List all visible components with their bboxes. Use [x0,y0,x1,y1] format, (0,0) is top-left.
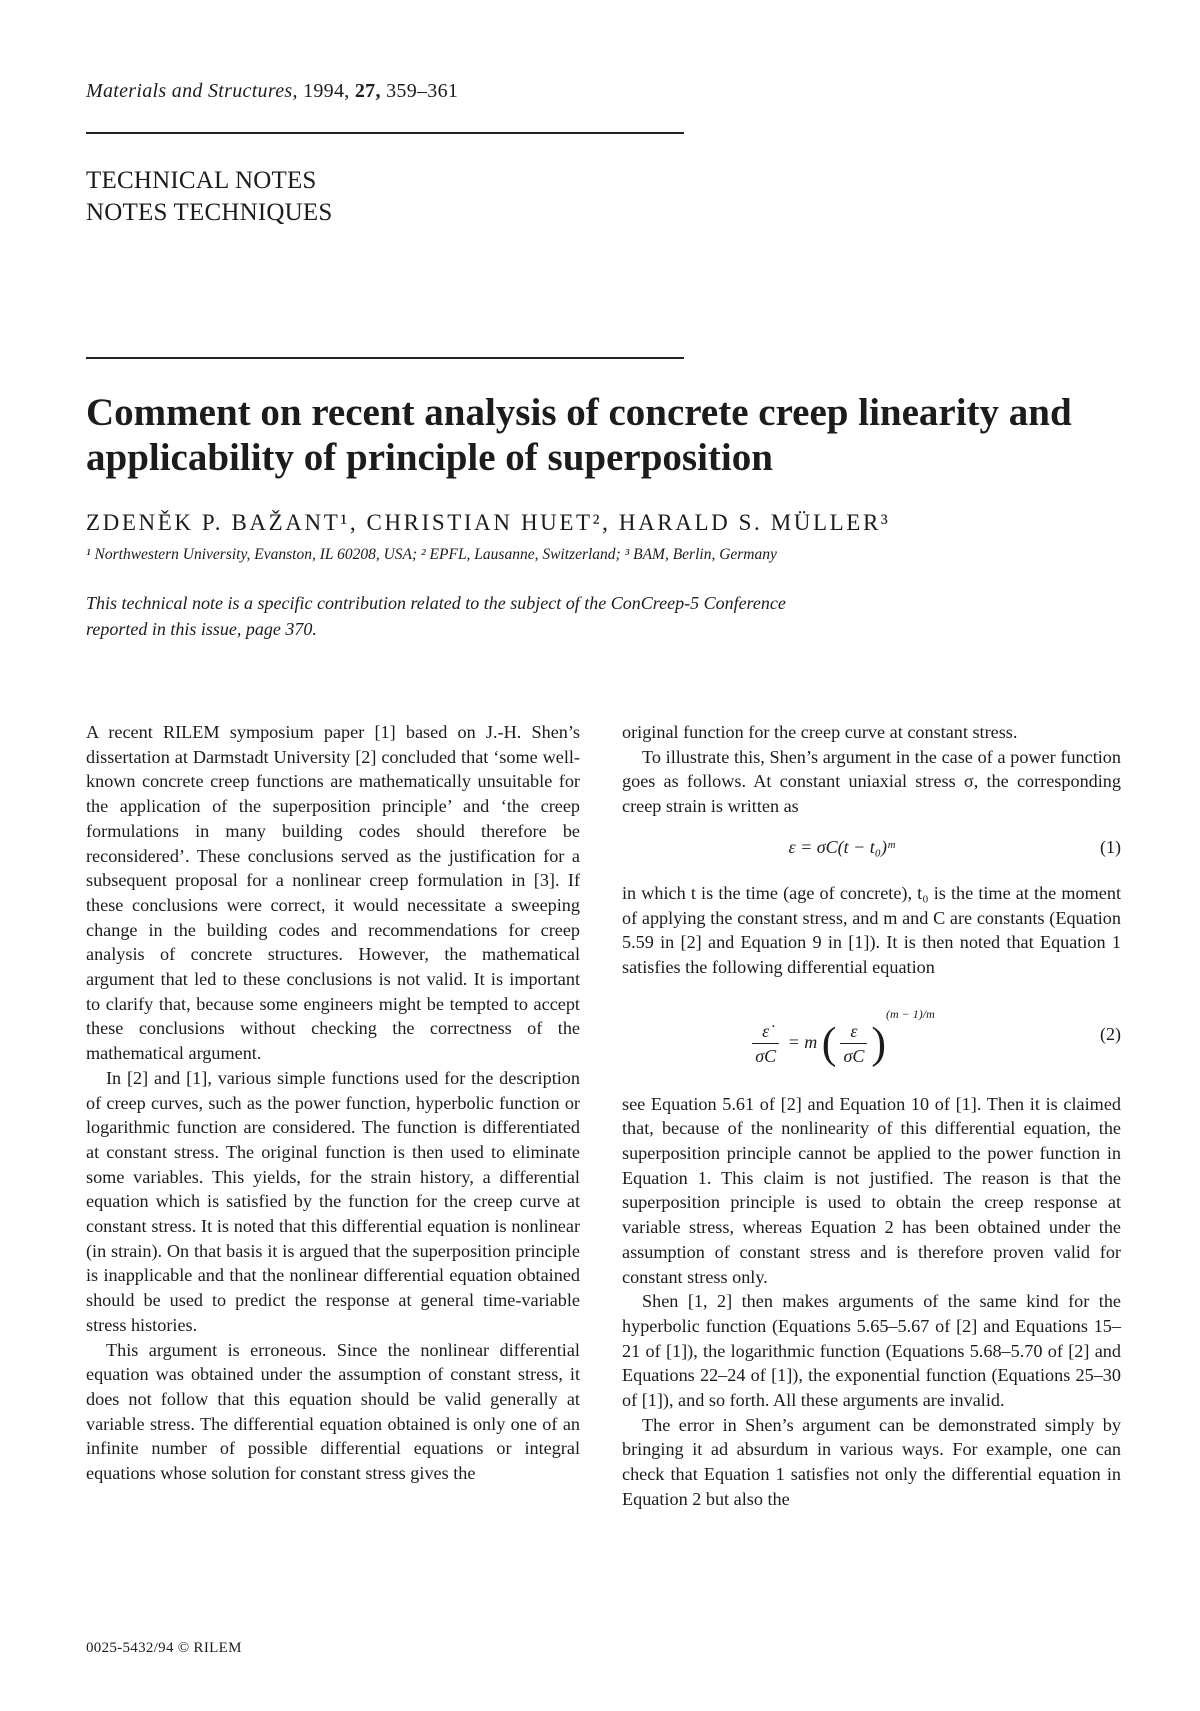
equation-2-number: (2) [1100,1023,1121,1044]
section-line-french: NOTES TECHNIQUES [86,199,333,226]
equation-2-lhs-denominator: σC [755,1046,777,1066]
equation-2-expression [622,1002,1061,1068]
paper-title: Comment on recent analysis of concrete creep linearity and applicability of principle of superposition [86,391,1072,479]
title-rule [86,357,684,359]
section-line-english: TECHNICAL NOTES [86,167,317,194]
equation-1-number: (1) [1100,836,1121,857]
paragraph: The error in Shen’s argument can be demonstrated simply by bringing it ad absurdum in various ways. For example, one can check that Equation 1 satisfies not only the differential equation in Equation 2 but also the [622,1414,1121,1509]
equation-1 [622,819,1121,881]
contribution-note: This technical note is a specific contribution related to the subject of the ConCreep-5 Conference reported in this issue, page 370. [86,593,786,639]
right-paren: ) [871,1018,886,1068]
paragraph: Shen [1, 2] then makes arguments of the same kind for the hyperbolic function (Equations 5.65–5.67 of [2] and Equations 15–21 of [1]), the logarithmic function (Equations 5.68–5.70 of [2] and Equations 22–24 of [1]), the exponential function (Equations 25–30 of [1]), and so forth. All these arguments are invalid. [622,1291,1121,1411]
left-paren: ( [821,1018,837,1068]
top-rule [86,132,684,134]
affiliations: ¹ Northwestern University, Evanston, IL 60208, USA; ² EPFL, Lausanne, Switzerland; ³ BAM, Berlin, Germany [86,546,777,563]
paragraph: To illustrate this, Shen’s argument in the case of a power function goes as follows. At constant uniaxial stress σ, the corresponding creep strain is written as [622,746,1121,817]
paragraph: in which t is the time (age of concrete), t₀ is the time at the moment of applying the constant stress, and m and C are constants (Equation 5.59 in [2] and Equation 9 in [1]). It is then noted that Equation 1 satisfies the following differential equation [622,882,1121,977]
journal-year: 1994, [303,80,350,102]
paragraph: original function for the creep curve at constant stress. [622,722,1018,742]
equation-1-expression: ε = σC(t − t₀)ᵐ [788,836,895,857]
paragraph: This argument is erroneous. Since the nonlinear differential equation was obtained under the assumption of constant stress, it does not follow that this equation should be valid generally at variable stress. The differential equation obtained is only one of an infinite number of possible differential equations or integral equations whose solution for constant stress gives the [86,1339,580,1484]
left-column [86,720,580,1486]
equation-2-lhs-fraction [752,1019,779,1068]
paragraph: In [2] and [1], various simple functions used for the description of creep curves, such as the power function, hyperbolic function or logarithmic function are considered. The function is differentiated at constant stress. The original function is then used to eliminate some variables. This yields, for the strain history, a differential equation which is satisfied by the function for the creep curve at constant stress. It is noted that this differential equation is nonlinear (in strain). On that basis it is argued that the superposition principle is inapplicable and that the nonlinear differential equation obtained should be used to predict the response at general time-variable stress histories. [86,1067,580,1335]
journal-volume: 27, [354,80,381,102]
equation-2-equals: = m [787,1031,818,1052]
section-heading [86,165,333,229]
journal-citation [86,80,458,103]
paragraph: A recent RILEM symposium paper [1] based on J.-H. Shen’s dissertation at Darmstadt University [2] concluded that ‘some well-known concrete creep functions are mathematically unsuitable for the application of the superposition principle’ and ‘the creep formulations in many building codes should therefore be reconsidered’. These conclusions served as the justification for a subsequent proposal for a nonlinear creep formulation in [3]. If these conclusions were correct, it would necessitate a sweeping change in the building codes and recommendations for creep analysis of concrete structures. However, the mathematical argument that led to these conclusions is not valid. It is important to clarify that, because some engineers might be tempted to accept these conclusions without checking the correctness of the mathematical argument. [86,722,580,1064]
right-column [622,720,1121,1512]
journal-pages: 359–361 [386,80,459,102]
equation-2-lhs-numerator: ε̇ [752,1019,779,1044]
equation-2-rhs-numerator: ε [840,1019,867,1044]
paragraph: see Equation 5.61 of [2] and Equation 10 of [1]. Then it is claimed that, because of the nonlinearity of this differential equation, the superposition principle cannot be applied to the power function in Equation 1. This claim is not justified. The reason is that the superposition principle is used to obtain the creep response at variable stress, whereas Equation 2 has been obtained under the assumption of constant stress and is therefore proven valid for constant stress only. [622,1093,1121,1287]
equation-2-exponent: (m − 1)/m [885,1006,935,1021]
equation-2 [622,980,1121,1092]
author-list: ZDENĚK P. BAŽANT¹, CHRISTIAN HUET², HARALD S. MÜLLER³ [86,510,891,535]
equation-2-rhs-fraction [840,1019,867,1068]
copyright-footer: 0025-5432/94 © RILEM [86,1640,242,1656]
equation-2-rhs-denominator: σC [843,1046,865,1066]
journal-name: Materials and Structures, [86,80,298,102]
